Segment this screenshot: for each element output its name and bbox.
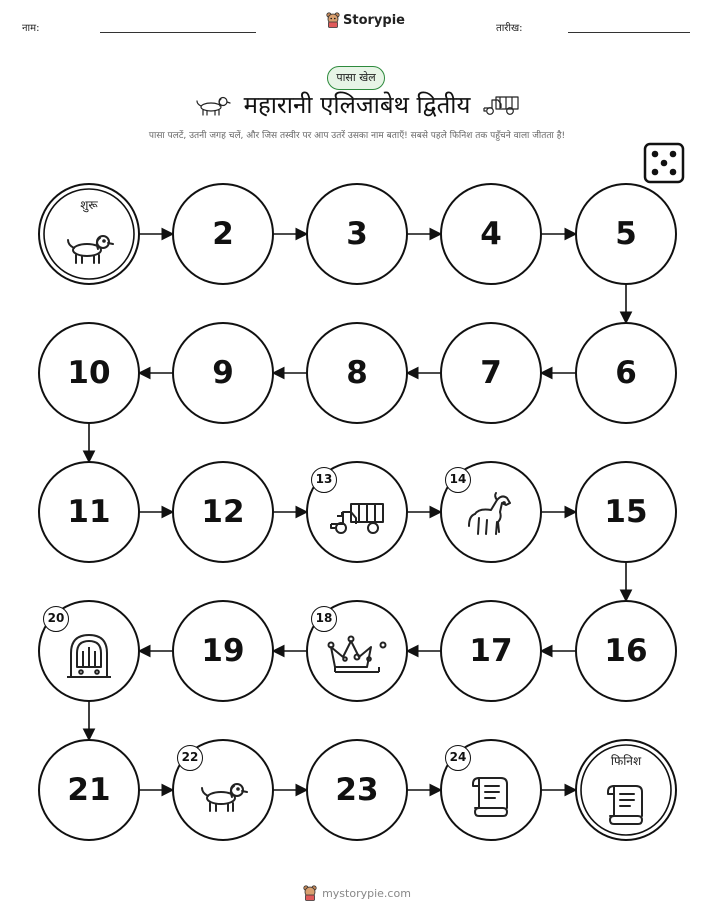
space-number: 19 [201, 633, 245, 669]
start-label: शुरू [80, 198, 98, 212]
space-number: 23 [335, 772, 379, 808]
game-type-badge: पासा खेल [327, 66, 385, 90]
space-number: 17 [469, 633, 513, 669]
space-number-badge: 14 [445, 467, 471, 493]
space-number: 5 [615, 216, 637, 252]
space-number-badge: 20 [43, 606, 69, 632]
bear-logo-icon [303, 885, 317, 901]
space-number: 21 [67, 772, 111, 808]
space-number: 9 [212, 355, 234, 391]
space-number: 15 [604, 494, 648, 530]
name-label: नाम: [22, 23, 40, 34]
page-title: महारानी एलिजाबेथ द्वितीय [243, 91, 471, 119]
finish-label: फिनिश [610, 754, 642, 768]
space-number: 6 [615, 355, 637, 391]
space-number: 12 [201, 494, 245, 530]
space-number: 10 [67, 355, 111, 391]
space-number-badge: 13 [311, 467, 337, 493]
space-number-badge: 18 [311, 606, 337, 632]
space-number: 8 [346, 355, 368, 391]
footer-url[interactable]: mystorypie.com [322, 886, 411, 900]
brand-name: Storypie [343, 12, 405, 28]
space-number-badge: 24 [445, 745, 471, 771]
space-number: 11 [67, 494, 111, 530]
space-number: 16 [604, 633, 648, 669]
space-number: 2 [212, 216, 234, 252]
footer [0, 885, 714, 901]
space-number: 3 [346, 216, 368, 252]
instructions-text: पासा पलटें, उतनी जगह चलें, और जिस तस्वीर पर आप उतरें उसका नाम बताएँ! सबसे पहले फिनिश तक पहुँचने वाला जीतता है! [148, 131, 566, 141]
space-number: 7 [480, 355, 502, 391]
space-number: 4 [480, 216, 502, 252]
date-label: तारीख: [496, 23, 523, 34]
space-number-badge: 22 [177, 745, 203, 771]
